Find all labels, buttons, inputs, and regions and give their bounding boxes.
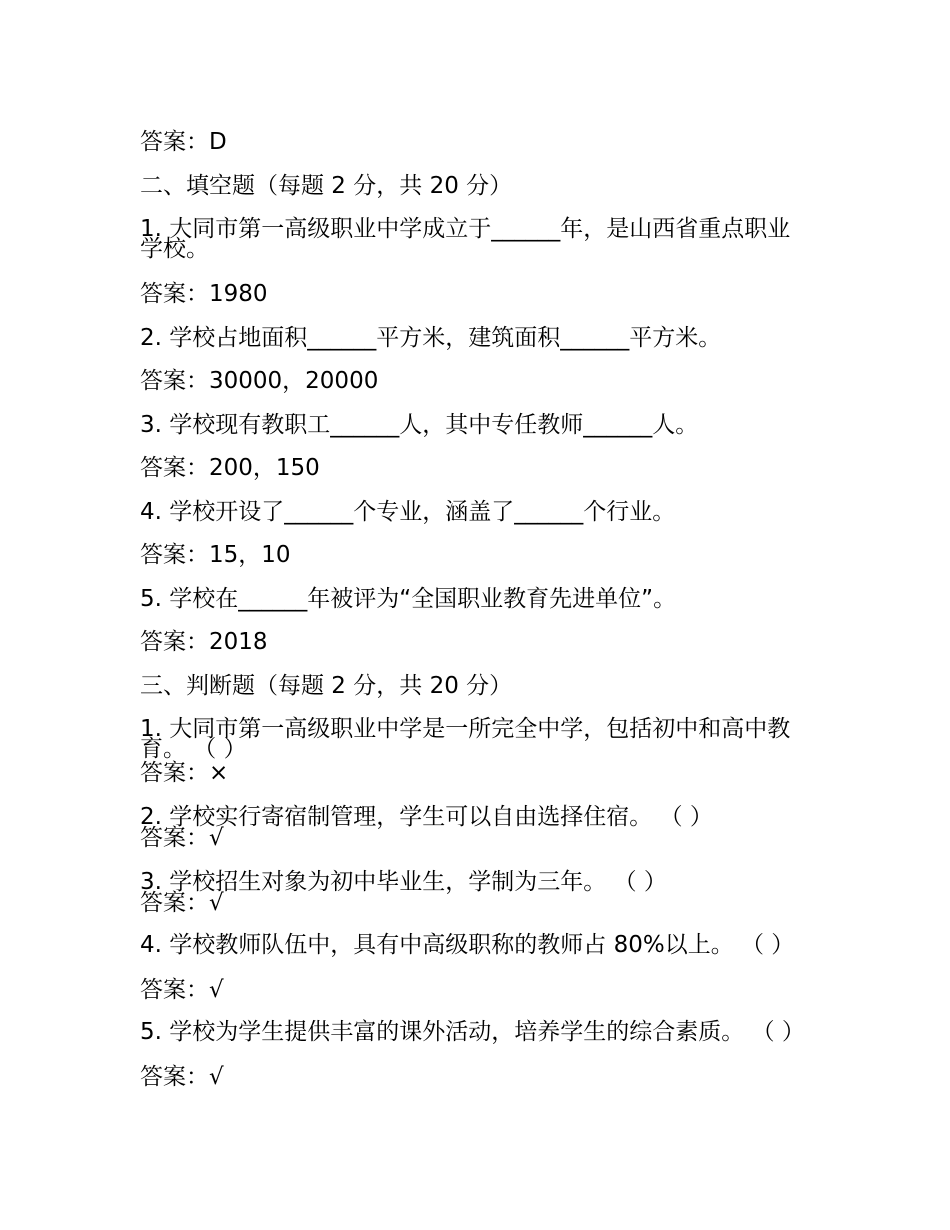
question-line: 3. 学校招生对象为初中毕业生，学制为三年。 （ ） xyxy=(140,869,667,895)
question-line: 5. 学校在______年被评为“全国职业教育先进单位”。 xyxy=(140,586,677,612)
answer-line: 答案：30000，20000 xyxy=(140,368,379,394)
question-line: 2. 学校实行寄宿制管理，学生可以自由选择住宿。 （ ） xyxy=(140,804,713,830)
question-line: 1. 大同市第一高级职业中学成立于______年，是山西省重点职业学校。 xyxy=(140,216,791,262)
answer-line: 答案：√ xyxy=(140,977,224,1003)
answer-line: 答案：√ xyxy=(140,825,224,851)
question-line: 4. 学校开设了______个专业，涵盖了______个行业。 xyxy=(140,499,676,525)
answer-line: 答案：1980 xyxy=(140,281,268,307)
answer-line: 答案：√ xyxy=(140,1064,224,1090)
question-line: 1. 大同市第一高级职业中学是一所完全中学，包括初中和高中教育。 （ ） xyxy=(140,716,791,762)
answer-line: 答案：× xyxy=(140,760,229,786)
section-heading-true-false: 三、判断题（每题 2 分，共 20 分） xyxy=(140,673,513,699)
answer-line: 答案：15，10 xyxy=(140,542,291,568)
answer-line: 答案：√ xyxy=(140,890,224,916)
answer-line: 答案：D xyxy=(140,129,227,155)
question-line: 3. 学校现有教职工______人，其中专任教师______人。 xyxy=(140,412,699,438)
question-line: 5. 学校为学生提供丰富的课外活动，培养学生的综合素质。 （ ） xyxy=(140,1019,805,1045)
section-heading-fill-blank: 二、填空题（每题 2 分，共 20 分） xyxy=(140,173,513,199)
question-line: 2. 学校占地面积______平方米，建筑面积______平方米。 xyxy=(140,325,722,351)
answer-line: 答案：2018 xyxy=(140,629,268,655)
answer-line: 答案：200，150 xyxy=(140,455,320,481)
question-line: 4. 学校教师队伍中，具有中高级职称的教师占 80%以上。 （ ） xyxy=(140,932,795,958)
